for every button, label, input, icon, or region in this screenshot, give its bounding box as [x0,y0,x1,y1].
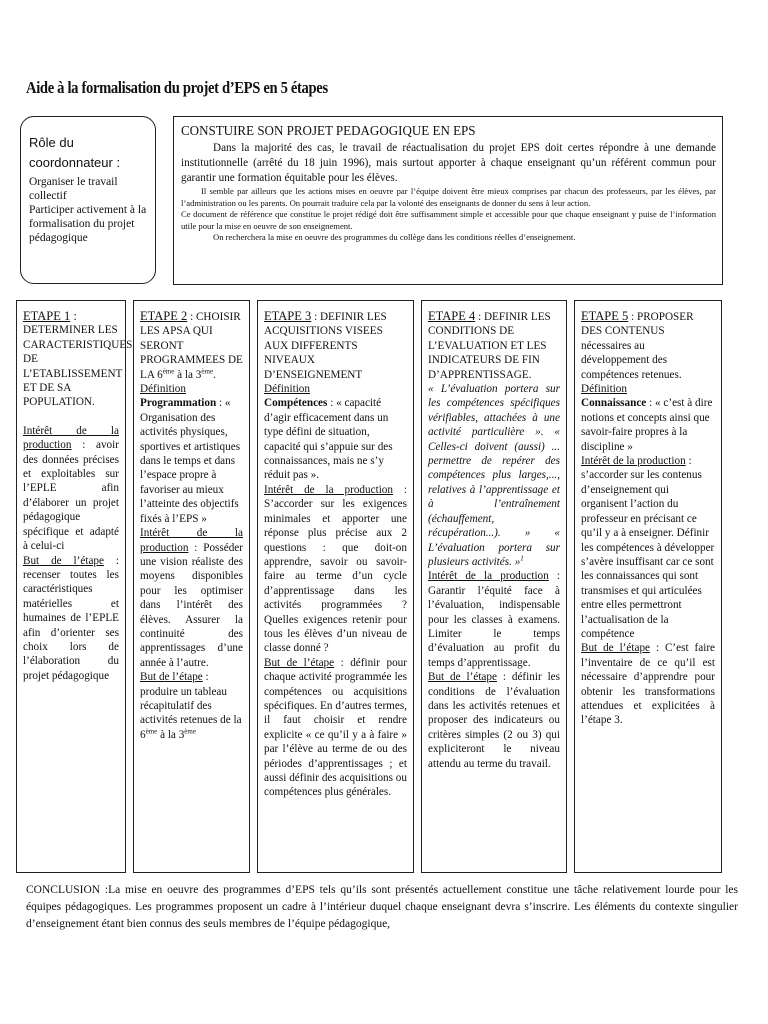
stage-1-goal [23,554,119,684]
stage-4-goal-label: But de l’étape [428,671,497,684]
stage-4-interest-text: : Garantir l’équité face à l’évaluation, indispensable pour les classes à examens. Limiter le temps d’évaluation au profit du temps d’apprentissage. [428,570,561,669]
stage-5-goal [581,641,715,727]
stage-1-interest [23,424,119,554]
stage-3-definition-label: Définition [264,383,310,396]
stage-2-title-end: . [213,368,216,381]
stage-4-interest-label: Intérêt de la production [428,570,549,583]
stage-2-goal-sup: ème [145,727,158,736]
stage-5-goal-text: : C’est faire l’inventaire de ce qu’il est nécessaire d’apprendre pour obtenir les transformations attendues et explicitées à l’étape 3. [581,642,716,727]
stage-5-interest [581,454,715,641]
stage-3-number: ETAPE 3 [264,309,312,323]
stage-4-heading [428,309,560,382]
role-heading-line2: coordonnateur : [29,155,121,170]
stage-2-goal [140,670,243,742]
stage-3-interest-label: Intérêt de la production [264,483,393,496]
stage-2-goal-sup: ème [184,727,196,736]
stage-1-title-line: DE [23,353,38,366]
stage-1-title-line: DETERMINER LES [23,324,118,337]
stage-2-interest-text: : Posséder une vision réaliste des moyens disponibles pour les optimiser dans l’intérêt des élèves. Assurer la continuité des apprentissages d’une année à l’autre. [140,541,243,669]
stage-5-knowledge [581,396,715,454]
stage-1-colon: : [70,309,77,323]
stage-5-column [574,300,722,873]
stage-5-goal-label: But de l’étape [581,642,651,655]
stage-3-competences-text: : « capacité d’agir efficacement dans un type défini de situation, capacité qui s’appuie sur des connaissances, mais ne s’y réduit pas ». [264,397,393,482]
stage-2-programming [140,396,243,526]
build-project-paragraph: Il semble par ailleurs que les actions mises en oeuvre par l’équipe doivent être mieux comprises par chacun des professeurs, par les élèves, par l’administration ou les parents. On pourrait traduire cela par la volonté des enseignants de donner du sens à leur action. [181,186,716,208]
role-heading [29,133,149,173]
coordinator-role-box [20,116,156,284]
stage-5-knowledge-label: Connaissance [581,397,647,410]
stage-5-interest-label: Intérêt de la production [581,455,686,468]
stage-4-interest [428,569,560,670]
stage-2-programming-text: : « Organisation des activités physiques, sportives et artistiques dans le temps et dans l’espace propre à favoriser au mieux l’atteinte des objectifs fixés à l’EPS » [140,397,241,525]
stage-1-title-line: L’ETABLISSEMENT [23,367,123,380]
stage-1-interest-label: Intérêt de la production [23,424,119,452]
build-project-heading: CONSTUIRE SON PROJET PEDAGOGIQUE EN EPS [181,124,476,139]
stage-2-sup: ème [162,366,175,375]
stage-1-goal-text: : recenser toutes les caractéristiques matérielles et humaines de l’EPLE afin d’orienter ses choix lors de l’élaboration du projet pédagogique [23,554,120,682]
stage-2-sup: ème [201,366,214,375]
stage-3-goal-text: : définir pour chaque activité programmée les compétences ou acquisitions spécifiques. En d’autres termes, il faut choisir et rendre explicite « ce qu’il y a à faire » par l’élève au terme de ou des périodes d’apprentissages ; et aussi définir des acquisitions ou compétences plus générales. [264,656,408,799]
conclusion-paragraph: CONCLUSION :La mise en oeuvre des programmes d’EPS tels qu’ils sont présentés actuellement constitue une tâche relativement lourde pour les équipes pédagogiques. Les programmes proposent un cadre à l’intérieur duquel chaque enseignant devra s’inscrire. Les éléments du contexte singulier d’enseignement étant bien connus des seuls membres de l’équipe pédagogique, [26,884,738,930]
role-task: pédagogique [29,232,88,244]
role-task: Organiser le travail collectif [29,176,118,202]
stage-5-definition-label: Définition [581,383,627,396]
stage-5-title: : PROPOSER DES CONTENUS nécessaires au développement des compétences retenues. [581,311,694,381]
stage-1-title-line: POPULATION. [23,396,95,409]
role-tasks [29,175,149,245]
build-project-paragraph: Ce document de référence que constitue le projet rédigé doit être suffisamment simple et accessible pour que chaque enseignant y puise de l’information utile pour la mise en oeuvre de son enseignement. [181,209,716,231]
stage-5-interest-text: : s’accorder sur les contenus d’enseignement qui organisent l’action du professeur en précisant ce qu’il y a à enseigner. Définir les compétences à développer s’avère insuffisant car ce sont les connaissances qui sont transmises et qui articulées entre elles permettront l’actualisation de la compétence [581,455,715,640]
stage-5-number: ETAPE 5 [581,309,629,323]
stage-2-column [133,300,250,873]
stage-3-heading [264,309,407,382]
stage-2-interest [140,526,243,670]
stage-2-goal-text: : produire un tableau récapitulatif des activités retenues de la 6 [140,671,242,741]
stage-3-competences [264,396,407,482]
stage-4-column [421,300,567,873]
build-project-box [173,116,723,285]
stage-2-number: ETAPE 2 [140,309,188,323]
role-task: Participer activement à la [29,204,147,216]
stage-4-quote [428,382,560,569]
stage-1-goal-label: But de l’étape [23,554,104,567]
stage-2-goal-mid: à la 3 [157,728,185,741]
page-title: Aide à la formalisation du projet d’EPS en 5 étapes [26,78,328,97]
role-task: formalisation du projet [29,218,135,230]
stage-1-interest-text: : avoir des données précises et exploitables sur l’EPLE afin d’élaborer un projet pédagogique spécifique et adapté à celui-ci [23,439,119,553]
stage-3-goal-label: But de l’étape [264,656,335,669]
stage-2-programming-label: Programmation [140,397,217,410]
stage-4-number: ETAPE 4 [428,309,476,323]
stage-2-title: : CHOISIR LES APSA QUI SERONT PROGRAMMEES DE LA 6 [140,311,243,381]
stage-2-definition-label: Définition [140,383,186,396]
role-heading-line1: Rôle du [29,135,74,150]
stage-1-title-line: CARACTERISTIQUES [23,338,133,351]
build-project-paragraph: Dans la majorité des cas, le travail de réactualisation du projet EPS doit certes répondre à une demande institutionnelle (arrêté du 18 juin 1996), mais surtout apporter à chaque enseignant qu’un référent commun pour garantir une formation équitable pour les élèves. [181,142,716,184]
stage-4-quote-text: « L’évaluation portera sur les compétences spécifiques vérifiables, attachées à une activité particulière ». « Celles-ci doivent (aussi) ... permettre de repérer des compétences plus larges,..., relatives à l’apprentissage et à l’entraînement (échauffement, récupération...). » « L’évaluation portera sur plusieurs activités. » [428,383,560,568]
stage-3-column [257,300,414,873]
stage-4-footnote-ref: 1 [520,554,524,563]
build-project-paragraph: On recherchera la mise en oeuvre des programmes du collège dans les conditions réelles d’enseignement. [213,232,576,242]
stage-2-goal-label: But de l’étape [140,671,203,684]
stage-3-competences-label: Compétences [264,397,328,410]
stage-5-heading [581,309,715,382]
stage-4-goal [428,670,560,771]
stage-2-heading [140,309,243,382]
stage-2-interest-label: Intérêt de la production [140,527,243,554]
stage-3-goal [264,656,407,800]
stage-1-title-line: ET DE SA [23,382,72,395]
stage-1-number: ETAPE 1 [23,309,71,323]
stage-2-title-mid: à la 3 [174,368,202,381]
stage-4-goal-text: : définir les conditions de l’évaluation dans les activités retenues et proposer des indicateurs ou critères simples (2 ou 3) qui expliciteront le niveau attendu au terme du travail. [428,671,561,770]
stage-4-title: : DEFINIR LES CONDITIONS DE L’EVALUATION ET LES INDICATEURS DE FIN D’APPRENTISSAGE. [428,311,551,381]
stage-5-knowledge-text: : « c’est à dire notions et concepts ainsi que savoir-faire propres à la discipline » [581,397,713,453]
stage-3-interest [264,483,407,656]
stage-1-column [16,300,133,873]
stage-3-title: : DEFINIR LES ACQUISITIONS VISEES AUX DIFFERENTS NIVEAUX D’ENSEIGNEMENT [264,311,387,381]
stage-3-interest-text: : S’accorder sur les exigences minimales et apporter une réponse plus précise aux 2 questions : que doit-on apprendre, savoir ou savoir-faire au terme d’un cycle d’apprentissage dans les activités programmées ? Quelles exigences retenir pour tous les élèves d’un niveau de classe donné ? [264,483,408,655]
